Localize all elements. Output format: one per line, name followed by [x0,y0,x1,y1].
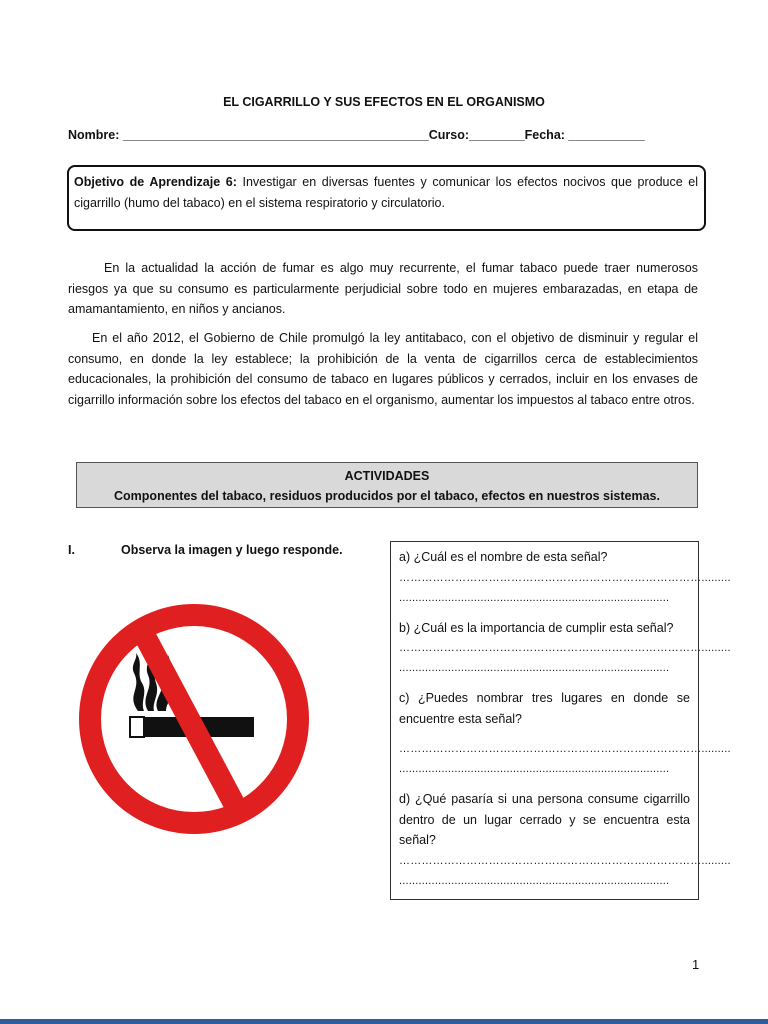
question-c: c) ¿Puedes nombrar tres lugares en donde se encuentre esta señal? [399,691,690,726]
answer-line[interactable]: ………………………………………………………………………......... [399,854,731,867]
activities-subtitle: Componentes del tabaco, residuos producidos por el tabaco, efectos en nuestros sistemas. [114,489,660,503]
cigarette-tip [130,717,144,737]
learning-objective-box [67,165,706,231]
question-b: b) ¿Cuál es la importancia de cumplir esta señal? [399,620,674,635]
cigarette-filter [246,717,254,737]
no-smoking-icon [78,603,310,835]
answer-line[interactable]: ................................................................................... [399,662,670,674]
intro-paragraph: En la actualidad la acción de fumar es algo muy recurrente, el fumar tabaco puede traer numerosos riesgos ya que su consumo es particularmente perjudicial sobre todo en mujeres embarazadas, en etapa de amamantamiento, en niños y ancianos. [68,261,698,316]
answer-line[interactable]: ................................................................................... [399,874,670,887]
section-number: I. [68,543,75,557]
answer-line[interactable]: ………………………………………………………………………......... [399,743,731,755]
page-number: 1 [692,957,700,972]
question-d: d) ¿Qué pasaría si una persona consume cigarrillo dentro de un lugar cerrado y se encuentra esta señal? [399,792,690,847]
law-paragraph: En el año 2012, el Gobierno de Chile promulgó la ley antitabaco, con el objetivo de disminuir y regular el consumo, en donde la ley establece; la prohibición de la venta de cigarrillos cerca de establecimientos educacionales, la prohibición del consumo de tabaco en lugares públicos y cerrados, incluir en los envases de cigarrillo información sobre los efectos del tabaco en el organismo, aumentar los impuestos al tabaco entre otros. [68,331,698,407]
activities-banner [76,462,698,508]
questions-box [390,541,731,900]
activities-title: ACTIVIDADES [344,469,430,483]
student-info-fields: Nombre: ____________________________________________Curso:________Fecha: ___________ [68,128,645,142]
answer-line[interactable]: ………………………………………………………………………......... [399,642,731,654]
answer-line[interactable]: ………………………………………………………………………......... [399,571,731,584]
question-a: a) ¿Cuál es el nombre de esta señal? [399,550,608,564]
objective-text: Investigar en diversas fuentes y comunicar los efectos nocivos que produce el cigarrillo (humo del tabaco) en el sistema respiratorio y circulatorio. [74,175,699,210]
answer-line[interactable]: ................................................................................... [399,591,670,604]
objective-label: Objetivo de Aprendizaje 6: [74,175,237,189]
answer-line[interactable]: ................................................................................... [399,763,670,775]
section-instruction: Observa la imagen y luego responde. [121,543,343,557]
document-title: EL CIGARRILLO Y SUS EFECTOS EN EL ORGANISMO [223,95,545,109]
footer-bar [0,1019,768,1024]
